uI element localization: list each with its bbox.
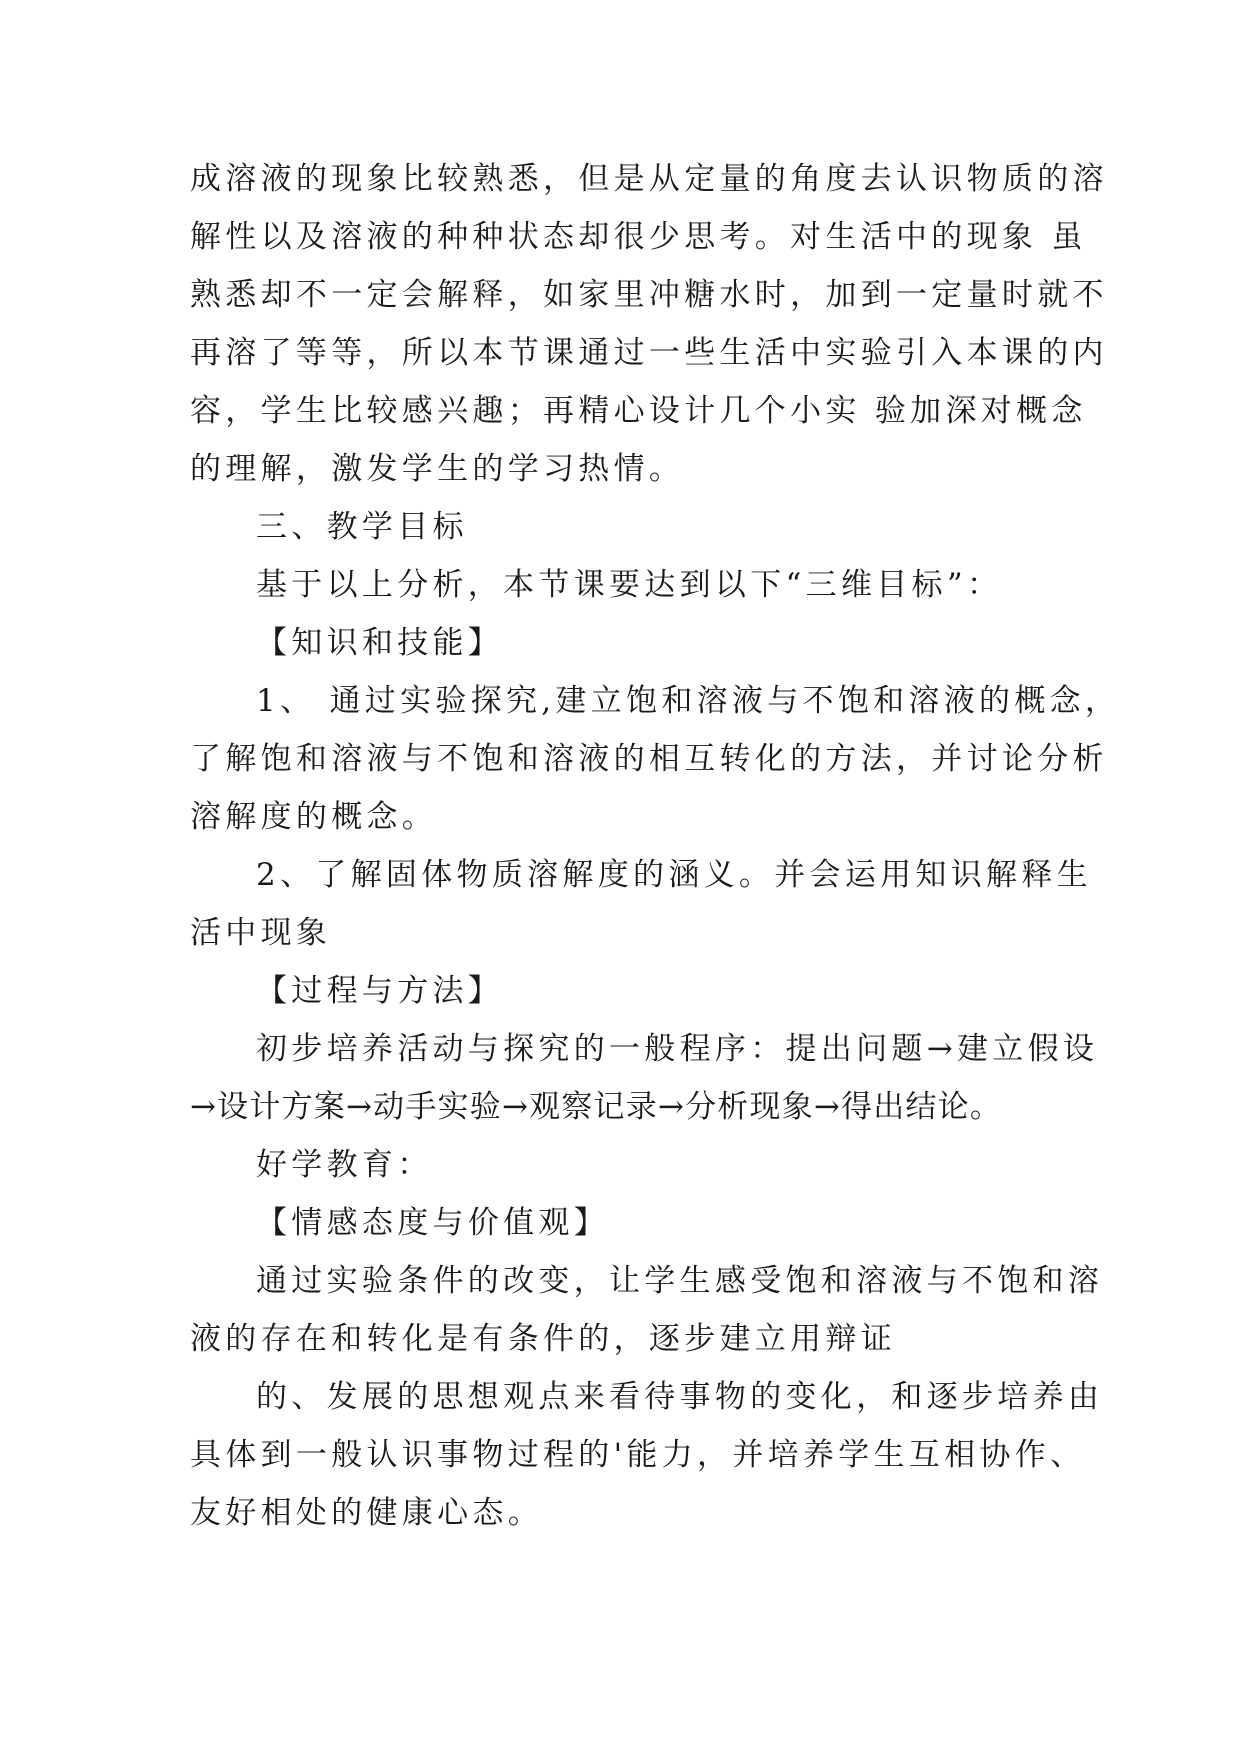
paragraph-line: 通过实验条件的改变，让学生感受饱和溶液与不饱和溶 bbox=[256, 1263, 1104, 1299]
section-heading: 三、教学目标 bbox=[256, 509, 468, 545]
paragraph-line: 液的存在和转化是有条件的，逐步建立用辩证 bbox=[190, 1321, 896, 1357]
paragraph-line: 初步培养活动与探究的一般程序：提出问题→建立假设 bbox=[256, 1031, 1099, 1067]
list-item-line: 1、 通过实验探究,建立饱和溶液与不饱和溶液的概念， bbox=[256, 683, 1121, 719]
paragraph-line: 容，学生比较感兴趣；再精心设计几个小实 验加深对概念 bbox=[190, 393, 1087, 429]
paragraph-line: →设计方案→动手实验→观察记录→分析现象→得出结论。 bbox=[190, 1089, 1003, 1125]
paragraph-line: 的理解，激发学生的学习热情。 bbox=[190, 451, 685, 487]
paragraph-line: 的、发展的思想观点来看待事物的变化，和逐步培养由 bbox=[256, 1379, 1104, 1415]
paragraph-line: 再溶了等等，所以本节课通过一些生活中实验引入本课的内 bbox=[190, 335, 1108, 371]
paragraph-line: 具体到一般认识事物过程的'能力，并培养学生互相协作、 bbox=[190, 1437, 1086, 1473]
list-item-line: 2、了解固体物质溶解度的涵义。并会运用知识解释生 bbox=[256, 857, 1092, 893]
list-item-line: 活中现象 bbox=[190, 915, 332, 951]
paragraph-line: 成溶液的现象比较熟悉，但是从定量的角度去认识物质的溶 bbox=[190, 161, 1108, 197]
list-item-line: 溶解度的概念。 bbox=[190, 799, 438, 835]
subsection-heading: 【过程与方法】 bbox=[256, 973, 504, 1009]
paragraph-line: 友好相处的健康心态。 bbox=[190, 1495, 543, 1531]
paragraph-line: 解性以及溶液的种种状态却很少思考。对生活中的现象 虽 bbox=[190, 219, 1087, 255]
paragraph-line: 好学教育： bbox=[256, 1147, 433, 1183]
paragraph-line: 基于以上分析，本节课要达到以下“三维目标”： bbox=[256, 567, 1003, 603]
subsection-heading: 【情感态度与价值观】 bbox=[256, 1205, 609, 1241]
paragraph-line: 熟悉却不一定会解释，如家里冲糖水时，加到一定量时就不 bbox=[190, 277, 1108, 313]
list-item-line: 了解饱和溶液与不饱和溶液的相互转化的方法，并讨论分析 bbox=[190, 741, 1108, 777]
subsection-heading: 【知识和技能】 bbox=[256, 625, 504, 661]
